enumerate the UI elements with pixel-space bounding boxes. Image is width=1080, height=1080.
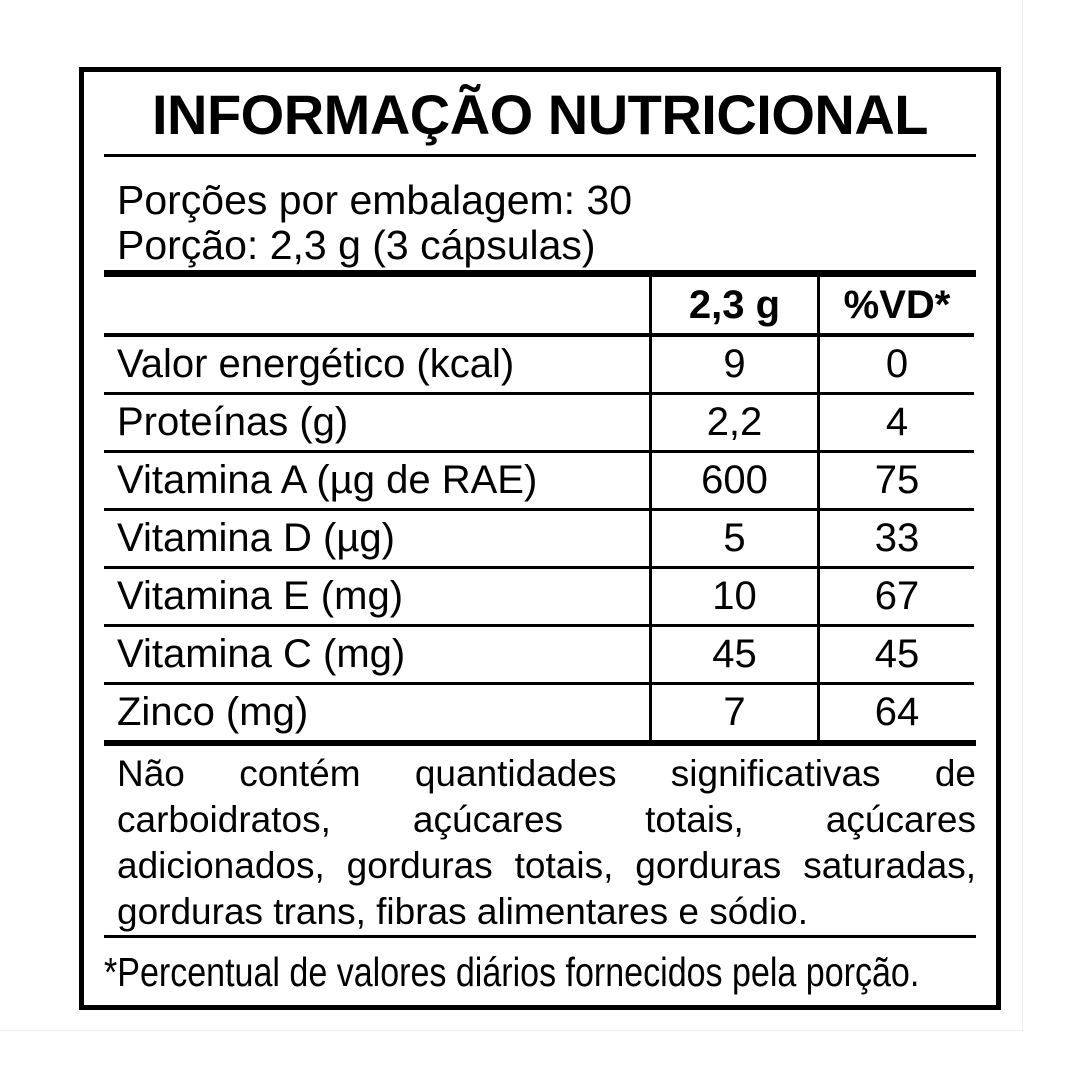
nutrient-name: Zinco (mg) xyxy=(117,690,309,734)
nutrient-amount: 5 xyxy=(649,511,817,566)
table-row xyxy=(104,337,974,395)
nutrient-vd: 4 xyxy=(817,395,974,450)
nutrient-name: Valor energético (kcal) xyxy=(117,342,515,386)
nutrient-vd: 45 xyxy=(817,627,974,682)
nutrient-vd: 0 xyxy=(817,337,974,392)
table-row xyxy=(104,627,974,685)
note-line: adicionados, gorduras totais, gorduras saturadas, xyxy=(117,845,976,886)
footnote-text: *Percentual de valores diários fornecidos pela porção. xyxy=(104,949,920,995)
nutrient-amount: 2,2 xyxy=(649,395,817,450)
nutrient-vd: 33 xyxy=(817,511,974,566)
nutrient-amount: 9 xyxy=(649,337,817,392)
table-row xyxy=(104,453,974,511)
servings-per-package: Porções por embalagem: 30 xyxy=(117,177,633,223)
table-top-rule xyxy=(104,270,976,277)
nutrient-name: Vitamina A (µg de RAE) xyxy=(117,458,538,502)
no-significant-amounts-note xyxy=(104,751,976,935)
nutrient-vd: 67 xyxy=(817,569,974,624)
footnote-divider xyxy=(104,935,976,938)
nutrient-amount: 7 xyxy=(649,685,817,740)
nutrient-amount: 600 xyxy=(649,453,817,508)
table-row xyxy=(104,685,974,740)
table-row xyxy=(104,395,974,453)
nutrient-name: Proteínas (g) xyxy=(117,400,349,444)
portion-size: Porção: 2,3 g (3 cápsulas) xyxy=(117,222,596,268)
nutrient-amount: 10 xyxy=(649,569,817,624)
table-row xyxy=(104,569,974,627)
note-line: gorduras trans, fibras alimentares e sódio. xyxy=(117,891,809,932)
header-vd: %VD* xyxy=(817,277,974,333)
nutrient-vd: 75 xyxy=(817,453,974,508)
title-divider xyxy=(104,154,976,157)
nutrient-vd: 64 xyxy=(817,685,974,740)
nutrition-table xyxy=(104,277,976,740)
serving-info xyxy=(104,178,976,268)
nutrient-name: Vitamina C (mg) xyxy=(117,632,406,676)
note-line: carboidratos, açúcares totais, açúcares xyxy=(117,799,976,840)
nutrient-amount: 45 xyxy=(649,627,817,682)
label-title: INFORMAÇÃO NUTRICIONAL xyxy=(151,83,929,146)
table-bottom-rule xyxy=(104,740,976,746)
table-header-row xyxy=(104,277,974,337)
table-row xyxy=(104,511,974,569)
daily-value-footnote xyxy=(104,947,976,1007)
nutrition-label xyxy=(79,67,1001,1010)
header-empty-cell xyxy=(104,277,649,333)
nutrient-name: Vitamina E (mg) xyxy=(117,574,404,618)
header-amount: 2,3 g xyxy=(649,277,817,333)
note-line: Não contém quantidades significativas de xyxy=(117,753,976,794)
nutrient-name: Vitamina D (µg) xyxy=(117,516,395,560)
